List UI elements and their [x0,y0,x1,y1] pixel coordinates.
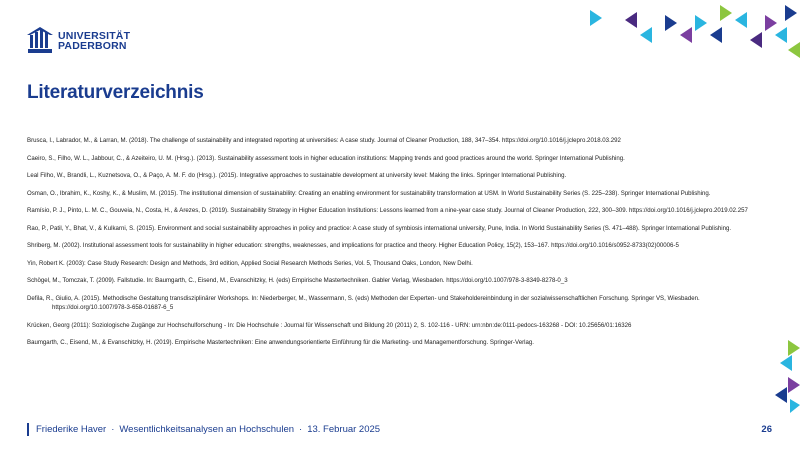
reference-item: Shriberg, M. (2002). Institutional assessment tools for sustainability in higher education: strengths, weaknesses, and implications for practice and theory. Higher Education Policy, 15(2), 153–167. https://doi.org/10.1016/s0952-8733(02)00006-5 [27,242,679,250]
footer-date: 13. Februar 2025 [307,423,381,435]
logo-line-2: PADERBORN [58,40,127,52]
footer-topic: Wesentlichkeitsanalysen an Hochschulen [119,423,295,435]
reference-item: Schögel, M., Tomczak, T. (2009). Fallstudie. In: Baumgarth, C., Eisend, M., Evanschitzky, H. (eds) Empirische Mastertechniken. Gabler Verlag, Wiesbaden. https://doi.org/10.1007/978-3-8349-8278-0_3 [27,277,568,285]
reference-item: Brusca, I., Labrador, M., & Larran, M. (2018). The challenge of sustainability and integrated reporting at universities: A case study. Journal of Cleaner Production, 188, 347–354. https://doi.org/10.1016/j.jclepro.2018.03.292 [27,137,621,145]
reference-item: Defila, R., Giulio, A. (2015). Methodische Gestaltung transdisziplinärer Workshops. In: Niederberger, M., Wassermann, S. (eds) Methoden der Experten- und Stakeholdereinbindung in der sozialwissenschaftlichen Forschung. Springer VS, Wiesbaden. https://doi.org/10.1007/978-3-658-01687-6_5 [27,294,700,312]
reference-item: Rao, P., Patil, Y., Bhat, V., & Kulkarni, S. (2015). Environment and social sustainability approaches in policy and practice: A case study of symbiosis international university, Pune, India. In World Sustainability Series (S. 471–488). Springer International Publishing. [27,224,732,232]
reference-item: Ramísio, P. J., Pinto, L. M. C., Gouveia, N., Costa, H., & Arezes, D. (2019). Sustainability Strategy in Higher Education Institutions: Lessons learned from a nine-year case study. Journal of Cleaner Production, 222, 300–309. https://doi.org/10.1016/j.jclepro.2019.02.257 [27,207,748,215]
university-logo-icon [27,27,53,55]
footer-separator: · [299,423,303,435]
logo-line-1: UNIVERSITÄT [58,30,131,42]
reference-item: Leal Filho, W., Brandli, L., Kuznetsova, O., & Paço, A. M. F. do (Hrsg.). (2015). Integrative approaches to sustainable development at university level: Making the links. Springer International Publishing. [27,172,567,180]
university-logo[interactable] [27,27,130,55]
university-logo-text [58,31,130,51]
reference-item: Baumgarth, C., Eisend, M., & Evanschitzky, H. (2019). Empirische Mastertechniken: Eine anwendungsorientierte Einführung für die Marketing- und Managementforschung. Springer-Verlag. [27,339,534,347]
footer-text [36,424,380,435]
decorative-triangles-top [570,0,800,70]
reference-item: Caeiro, S., Filho, W. L., Jabbour, C., & Azeiteiro, U. M. (Hrsg.). (2013). Sustainability assessment tools in higher education institutions: Mapping trends and good practices around the world. Springer International Publishing. [27,154,625,162]
reference-item: Osman, O., Ibrahim, K., Koshy, K., & Muslim, M. (2015). The institutional dimension of sustainability: Creating an enabling environment for sustainability transformation at USM. In World Sustainability Series (S. 225–238). Springer International Publishing. [27,189,711,197]
footer-author: Friederike Haver [36,423,107,435]
footer-accent-bar [27,423,29,436]
reference-item: Krücken, Georg (2011): Soziologische Zugänge zur Hochschulforschung - In: Die Hochschule : Journal für Wissenschaft und Bildung 20 (2011) 2, S. 102-116 - URN: urn:nbn:de:0111-pedocs-163268 - DOI: 10.25656/01:16326 [27,321,632,329]
reference-item: Yin, Robert K. (2003): Case Study Research: Design and Methods, 3rd edition, Applied Social Research Methods Series, Vol. 5, Thousand Oaks, London, New Delhi. [27,259,473,267]
page-title: Literaturverzeichnis [27,82,204,103]
footer [27,422,772,436]
page-number: 26 [761,423,772,435]
reference-list [27,130,772,356]
footer-separator: · [111,423,115,435]
